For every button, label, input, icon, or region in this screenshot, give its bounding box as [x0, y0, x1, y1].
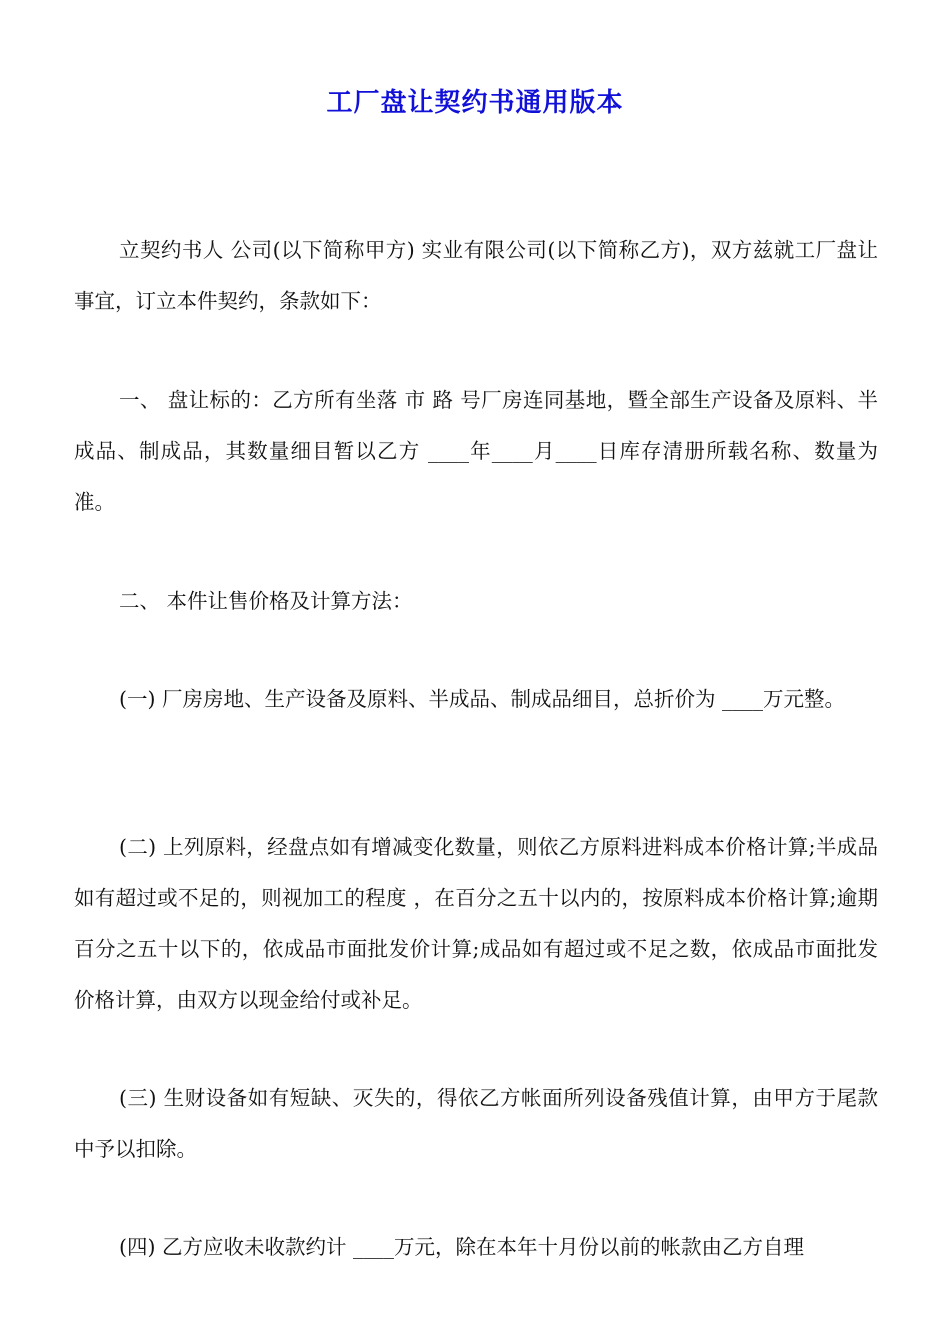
document-title: 工厂盘让契约书通用版本	[326, 88, 624, 118]
paragraph-clause-2-2: (二) 上列原料，经盘点如有增减变化数量，则依乙方原料进料成本价格计算;半成品如有超过或不足的，则视加工的程度 ，在百分之五十以内的，按原料成本价格计算;逾期百分之五十以下的，依成品市面批发价计算;成品如有超过或不足之数，依成品市面批发价格计算，由双方以现金给付或补足。	[74, 835, 878, 1012]
paragraph-clause-2-4: (四) 乙方应收未收款约计 ____万元，除在本年十月份以前的帐款由乙方自理	[119, 1235, 805, 1259]
paragraph-clause-1: 一、 盘让标的：乙方所有坐落 市 路 号厂房连同基地，暨全部生产设备及原料、半成品、制成品，其数量细目暂以乙方 ____年____月____日库存清册所载名称、数量为准。	[74, 388, 878, 514]
paragraph-clause-2-3: (三) 生财设备如有短缺、灭失的，得依乙方帐面所列设备残值计算，由甲方于尾款中予以扣除。	[74, 1086, 878, 1161]
paragraph-preamble: 立契约书人 公司(以下简称甲方) 实业有限公司(以下简称乙方)，双方兹就工厂盘让事宜，订立本件契约，条款如下：	[74, 238, 878, 313]
paragraph-clause-2-1: (一) 厂房房地、生产设备及原料、半成品、制成品细目，总折价为 ____万元整。	[119, 687, 846, 711]
paragraph-clause-2: 二、 本件让售价格及计算方法：	[119, 589, 413, 613]
